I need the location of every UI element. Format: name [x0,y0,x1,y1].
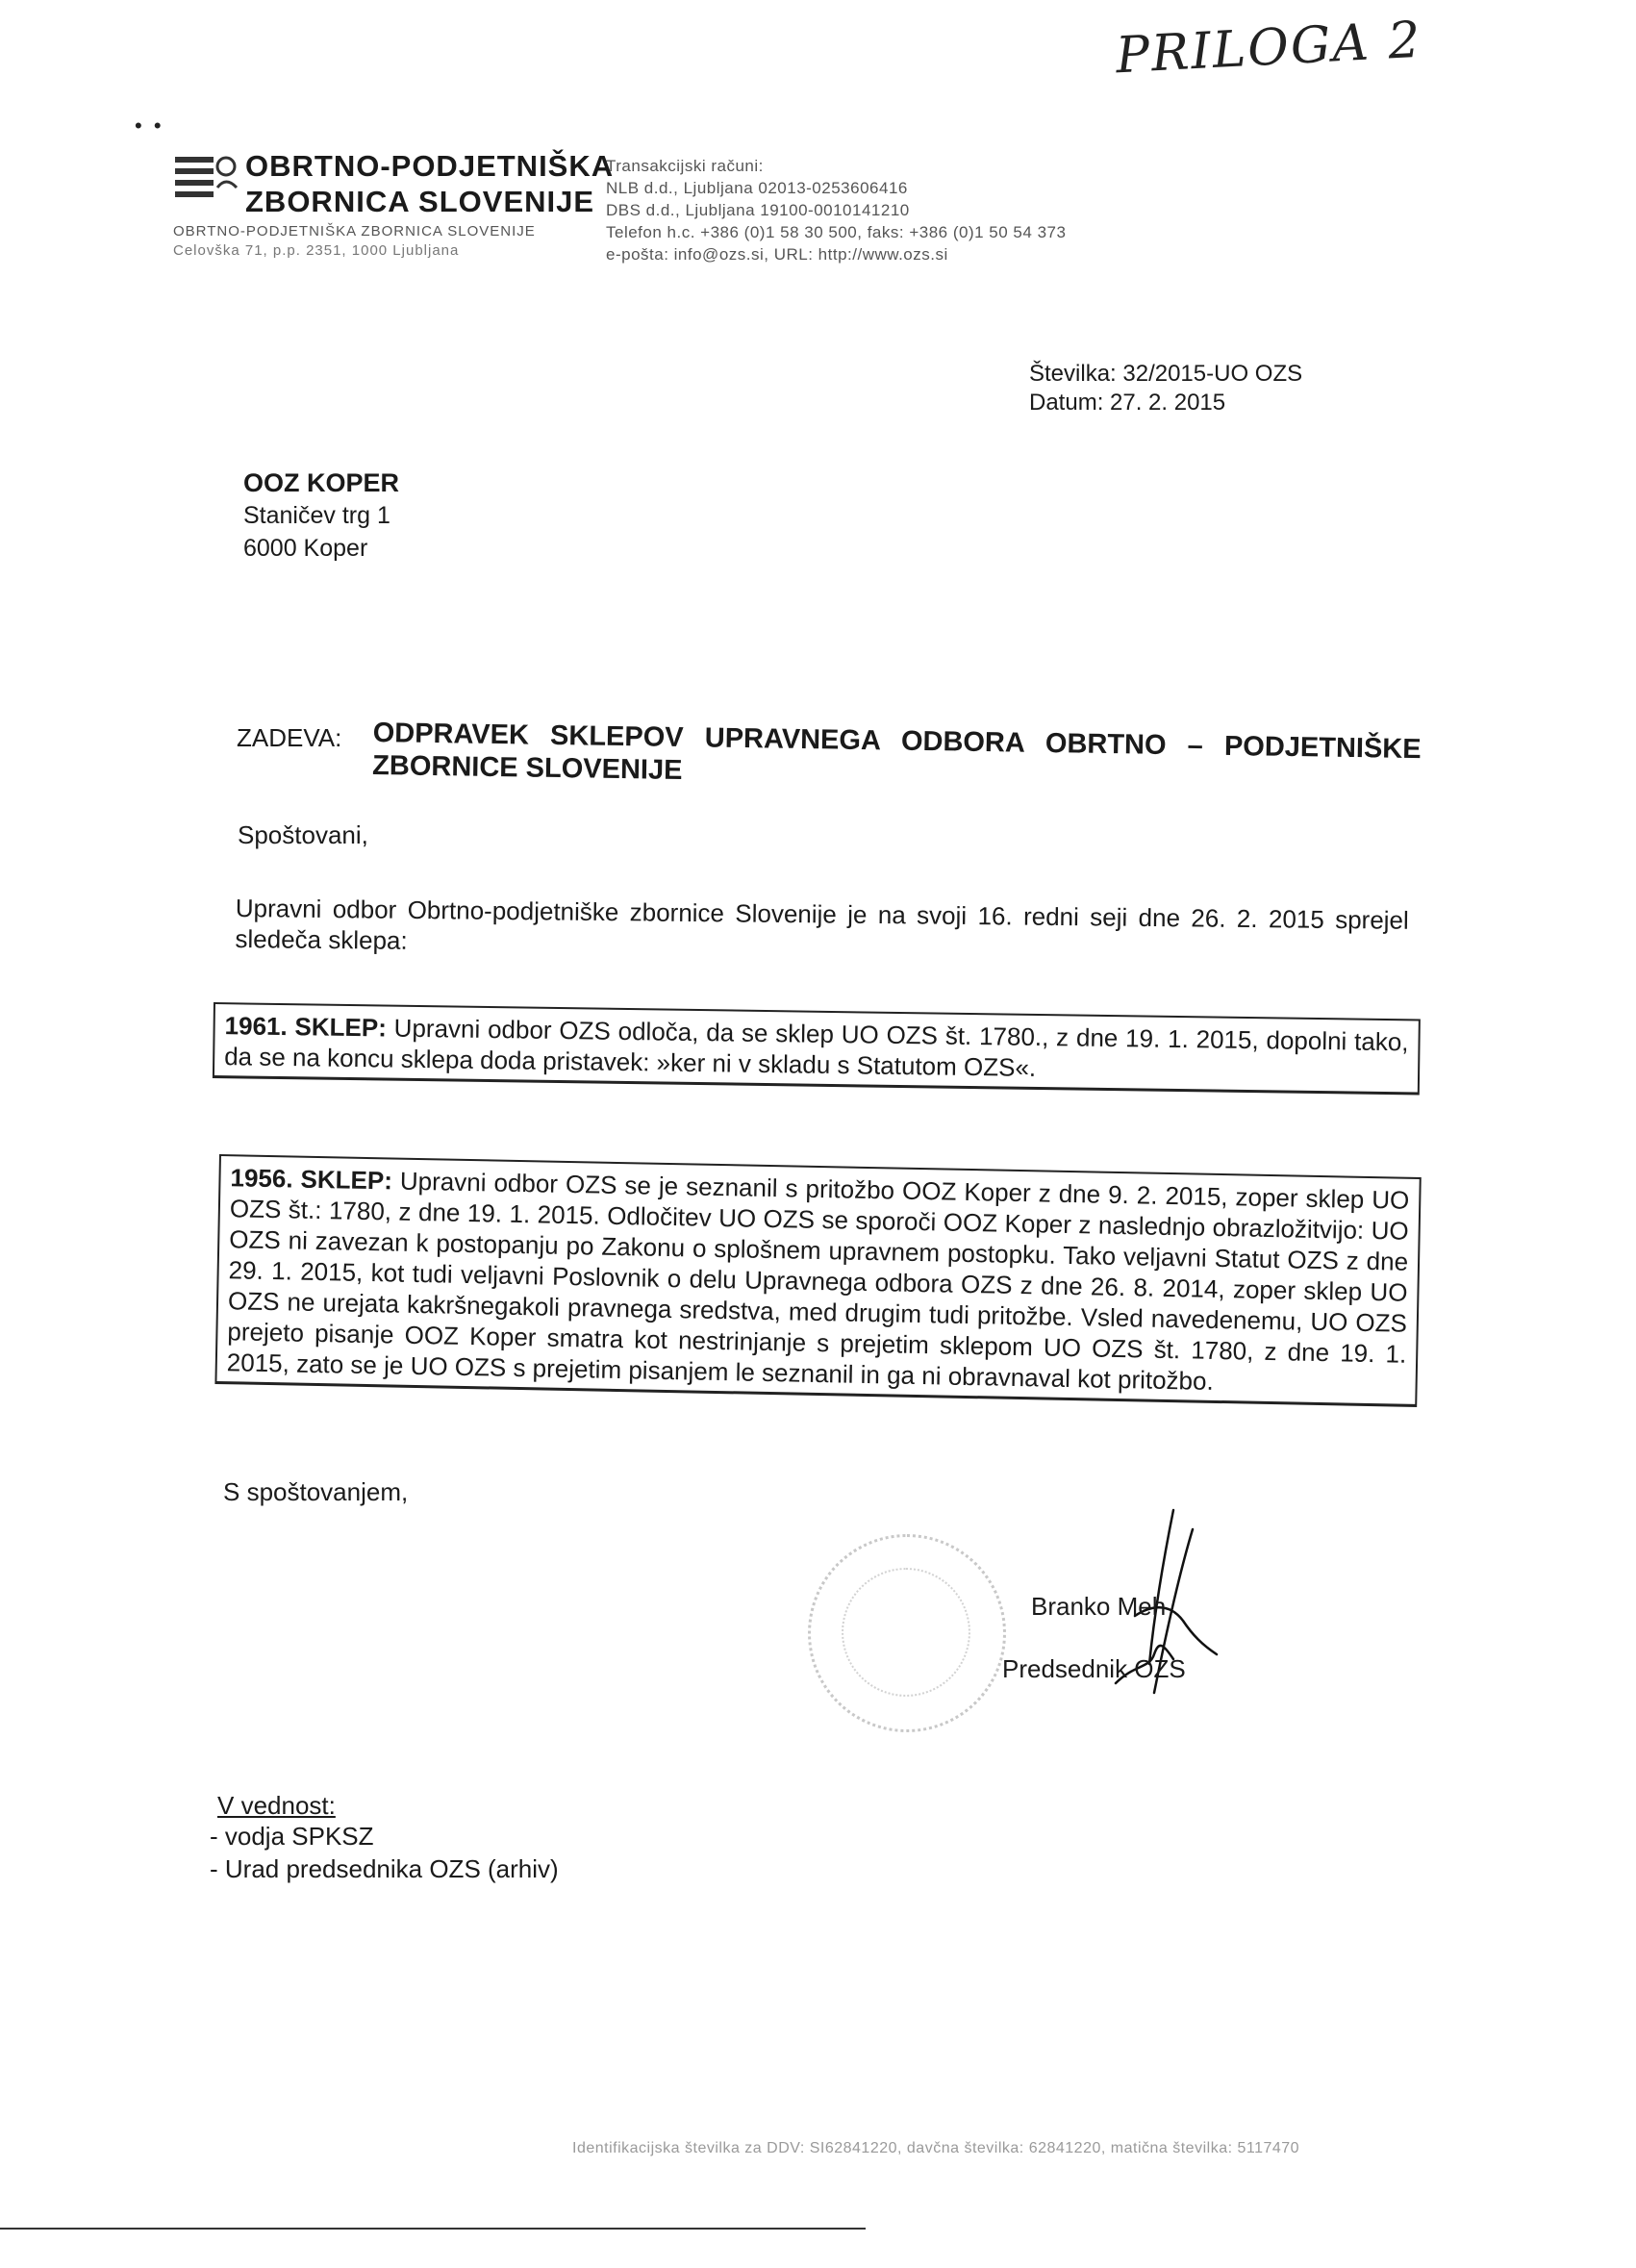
footer-identification: Identifikacijska številka za DDV: SI62841220, davčna številka: 62841220, matična številka: 5117470 [572,2140,1300,2156]
document-date: Datum: 27. 2. 2015 [1029,390,1226,416]
addressee-street: Staničev trg 1 [243,502,390,529]
account-nlb: NLB d.d., Ljubljana 02013-0253606416 [606,179,908,197]
cc-item: - vodja SPKSZ [210,1822,374,1851]
ozs-logo-icon [173,149,240,207]
contact-phone: Telefon h.c. +386 (0)1 58 30 500, faks: +386 (0)1 50 54 373 [606,223,1067,241]
greeting: Spoštovani, [238,820,368,849]
intro-paragraph: Upravni odbor Obrtno-podjetniške zbornice Slovenije je na svoji 16. redni seji dne 26. 2. 2015 sprejel sledeča sklepa: [235,893,1409,955]
document-number: Številka: 32/2015-UO OZS [1029,361,1303,387]
subject-text: ODPRAVEK SKLEPOV UPRAVNEGA ODBORA OBRTNO – PODJETNIŠKE ZBORNICE SLOVENIJE [371,717,1422,787]
cc-item: - Urad predsednika OZS (arhiv) [210,1854,559,1883]
org-name-small: OBRTNO-PODJETNIŠKA ZBORNICA SLOVENIJE [173,223,536,239]
org-name-line2: ZBORNICA SLOVENIJE [245,185,595,218]
account-dbs: DBS d.d., Ljubljana 19100-0010141210 [606,201,910,219]
resolution-box-1956 [214,1154,1421,1407]
subject-label: ZADEVA: [237,723,342,752]
accounts-label: Transakcijski računi: [606,157,764,175]
signatory-role: Predsednik OZS [1002,1654,1186,1683]
bottom-scan-line [0,2228,866,2230]
contact-email: e-pošta: info@ozs.si, URL: http://www.ozs.si [606,245,948,264]
resolution-box-1961 [213,1002,1421,1096]
resolution-title: 1961. SKLEP: [224,1011,388,1043]
resolution-text: Upravni odbor OZS odloča, da se sklep UO OZS št. 1780., z dne 19. 1. 2015, dopolni tako, da se na koncu sklepa doda pristavek: »ker ni v skladu s Statutom OZS«. [224,1013,1409,1082]
cc-title: V vednost: [217,1791,336,1820]
resolution-title: 1956. SKLEP: [230,1163,393,1196]
org-name-line1: OBRTNO-PODJETNIŠKA [245,149,615,183]
handwritten-annotation: PRILOGA 2 [1114,11,1423,86]
closing: S spoštovanjem, [223,1477,409,1506]
org-address: Celovška 71, p.p. 2351, 1000 Ljubljana [173,242,460,259]
resolution-text: Upravni odbor OZS se je seznanil s pritožbo OOZ Koper z dne 9. 2. 2015, zoper sklep UO OZS št.: 1780, z dne 19. 1. 2015. Odločitev UO OZS se sporoči OOZ Koper z naslednjo obrazložitvijo: UO OZS ni zavezan k postopanju po Zakonu o splošnem upravnem postopku. Tako veljavni Statut OZS z dne 29. 1. 2015, kot tudi veljavni Poslovnik o delu Upravnega odbora OZS z dne 26. 8. 2014, zoper sklep UO OZS ne urejata kakršnegakoli pravnega sredstva, med drugim tudi pritožbe. Vsled navedenemu, UO OZS prejeto pisanje OOZ Koper smatra kot nestrinjanje s prejetim sklepom UO OZS št. 1780, z dne 19. 1. 2015, zato se je UO OZS s prejetim pisanjem le seznanil in ga ni obravnaval kot pritožbo. [226,1166,1410,1396]
addressee-name: OOZ KOPER [243,468,400,497]
scan-marks: • • [135,113,162,138]
official-stamp-inner [842,1568,970,1697]
signatory-name: Branko Meh [1031,1592,1167,1621]
addressee-city: 6000 Koper [243,535,368,562]
